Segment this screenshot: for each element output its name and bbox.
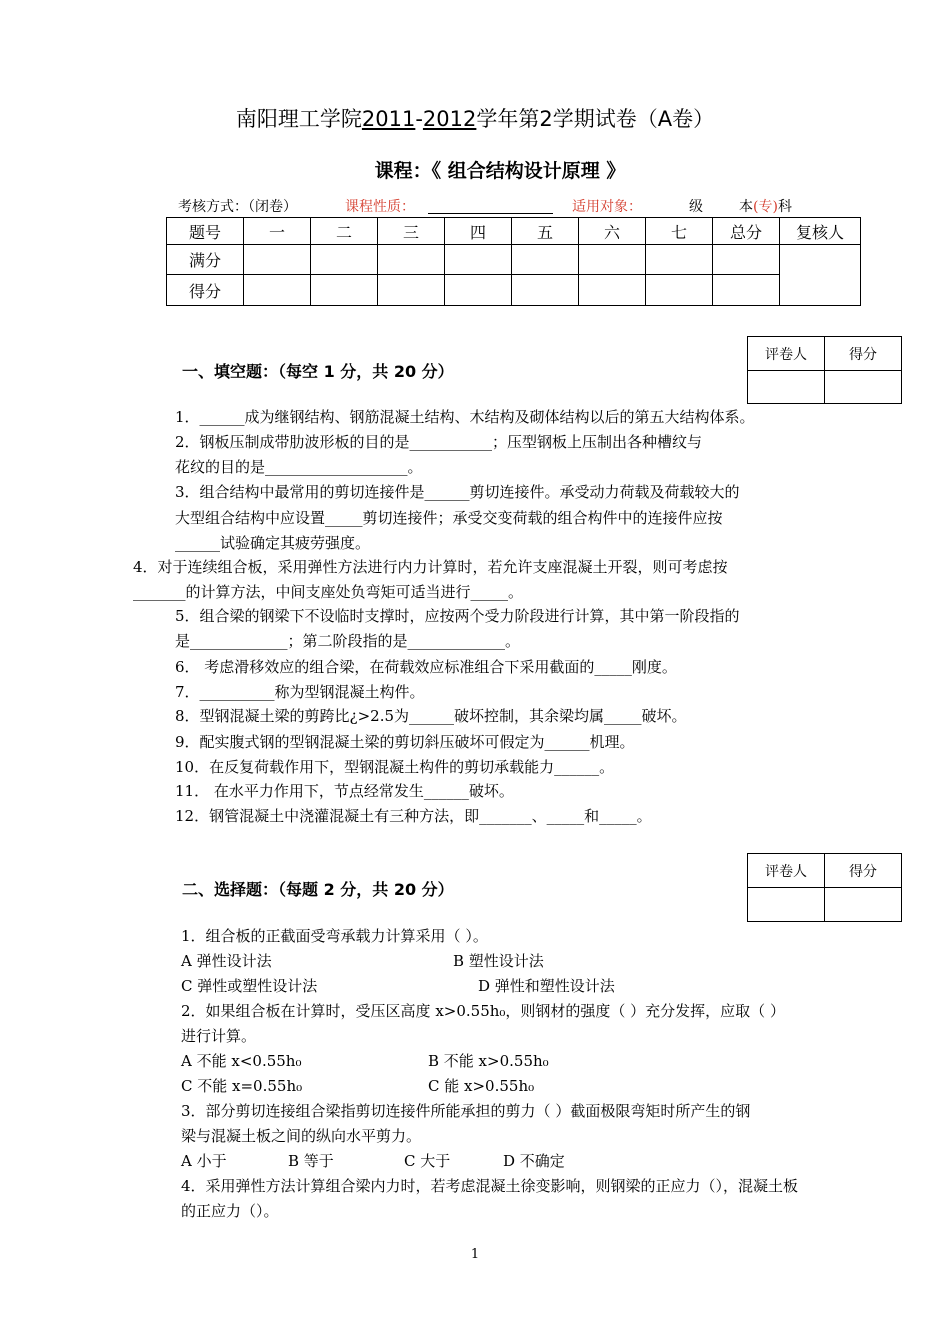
grader-input[interactable] bbox=[748, 888, 825, 922]
score-cell[interactable] bbox=[579, 275, 646, 306]
choice-option[interactable]: C 不能 x=0.55h₀ bbox=[181, 1077, 303, 1095]
fill-line: 8．型钢混凝土梁的剪跨比¿>2.5为______破坏控制，其余梁均属_____破坏。 bbox=[175, 707, 687, 725]
fill-line: 10．在反复荷载作用下，型钢混凝土构件的剪切承载能力______。 bbox=[175, 758, 615, 776]
fill-line: 4．对于连续组合板，采用弹性方法进行内力计算时，若允许支座混凝土开裂，则可考虑按 bbox=[133, 558, 728, 576]
score-label: 得分 bbox=[825, 337, 902, 371]
header-cell: 二 bbox=[311, 218, 378, 245]
choice-option[interactable]: A 不能 x<0.55h₀ bbox=[181, 1052, 302, 1070]
score-table-header-row bbox=[167, 218, 861, 245]
reviewer-cell[interactable] bbox=[780, 245, 861, 306]
choice-option[interactable]: A 小于 bbox=[181, 1152, 227, 1170]
score-input[interactable] bbox=[825, 371, 902, 404]
header-cell: 六 bbox=[579, 218, 646, 245]
score-input[interactable] bbox=[825, 888, 902, 922]
header-cell: 四 bbox=[445, 218, 512, 245]
header-cell: 总分 bbox=[713, 218, 780, 245]
fill-line: 12．钢管混凝土中浇灌混凝土有三种方法，即_______、_____和_____。 bbox=[175, 807, 652, 825]
score-cell[interactable] bbox=[646, 245, 713, 275]
score-cell[interactable] bbox=[244, 275, 311, 306]
grader-label: 评卷人 bbox=[748, 854, 825, 888]
grade-label: 级 bbox=[689, 199, 703, 215]
header-cell: 题号 bbox=[167, 218, 244, 245]
score-cell[interactable] bbox=[244, 245, 311, 275]
fill-line: 3．组合结构中最常用的剪切连接件是______剪切连接件。承受动力荷载及荷载较大的 bbox=[175, 483, 740, 501]
header-cell: 七 bbox=[646, 218, 713, 245]
score-cell[interactable] bbox=[378, 275, 445, 306]
fill-line: 是_____________；第二阶段指的是_____________。 bbox=[175, 632, 521, 650]
page-number: 1 bbox=[470, 1247, 480, 1262]
choice-option[interactable]: B 不能 x>0.55h₀ bbox=[428, 1052, 549, 1070]
score-cell[interactable] bbox=[646, 275, 713, 306]
choice-question: 4．采用弹性方法计算组合梁内力时，若考虑混凝土徐变影响，则钢梁的正应力（），混凝土板 bbox=[181, 1177, 799, 1195]
score-cell[interactable] bbox=[311, 245, 378, 275]
header-cell: 三 bbox=[378, 218, 445, 245]
fill-line: _______的计算方法，中间支座处负弯矩可适当进行_____。 bbox=[133, 583, 524, 601]
choice-question: 1．组合板的正截面受弯承载力计算采用（ ）。 bbox=[181, 927, 488, 945]
score-table bbox=[166, 217, 861, 306]
choice-option[interactable]: A 弹性设计法 bbox=[181, 952, 272, 970]
fill-line: 11． 在水平力作用下，节点经常发生______破坏。 bbox=[175, 782, 514, 800]
row-label: 满分 bbox=[167, 245, 244, 275]
exam-mode: 考核方式：（闭卷） bbox=[178, 199, 297, 215]
row-label: 得分 bbox=[167, 275, 244, 306]
header-cell: 复核人 bbox=[780, 218, 861, 245]
score-cell[interactable] bbox=[445, 275, 512, 306]
fill-line: 2．钢板压制成带肋波形板的目的是___________；压型钢板上压制出各种槽纹与 bbox=[175, 433, 703, 451]
fill-line: ______试验确定其疲劳强度。 bbox=[175, 534, 371, 552]
score-cell[interactable] bbox=[445, 245, 512, 275]
fill-line: 花纹的目的是___________________。 bbox=[175, 458, 423, 476]
choice-question: 的正应力（）。 bbox=[181, 1202, 279, 1220]
score-cell[interactable] bbox=[713, 275, 780, 306]
choice-option[interactable]: D 不确定 bbox=[503, 1152, 565, 1170]
score-cell[interactable] bbox=[378, 245, 445, 275]
choice-question: 进行计算。 bbox=[181, 1027, 257, 1045]
score-cell[interactable] bbox=[713, 245, 780, 275]
choice-option[interactable]: C 弹性或塑性设计法 bbox=[181, 977, 318, 995]
course-title: 课程：《 组合结构设计原理 》 bbox=[374, 160, 626, 182]
choice-option[interactable]: C 能 x>0.55h₀ bbox=[428, 1077, 535, 1095]
choice-option[interactable]: B 塑性设计法 bbox=[453, 952, 544, 970]
grader-input[interactable] bbox=[748, 371, 825, 404]
grader-box-1 bbox=[747, 336, 902, 404]
obtained-score-row bbox=[167, 275, 861, 306]
score-cell[interactable] bbox=[579, 245, 646, 275]
fill-line: 5．组合梁的钢梁下不设临时支撑时，应按两个受力阶段进行计算，其中第一阶段指的 bbox=[175, 607, 740, 625]
choice-question: 2．如果组合板在计算时，受压区高度 x>0.55h₀，则钢材的强度（ ）充分发挥，应取（ ） bbox=[181, 1002, 785, 1020]
grader-label: 评卷人 bbox=[748, 337, 825, 371]
score-label: 得分 bbox=[825, 854, 902, 888]
fill-line: 7．__________称为型钢混凝土构件。 bbox=[175, 683, 425, 701]
header-cell: 五 bbox=[512, 218, 579, 245]
exam-title: 南阳理工学院2011-2012学年第2学期试卷（A卷） bbox=[235, 107, 715, 131]
choice-question: 梁与混凝土板之间的纵向水平剪力。 bbox=[181, 1127, 422, 1145]
program-label: 本(专)科 bbox=[739, 199, 792, 215]
target-label: 适用对象： bbox=[572, 199, 642, 215]
section1-title: 一、填空题：（每空 1 分，共 20 分） bbox=[182, 362, 454, 381]
score-cell[interactable] bbox=[512, 245, 579, 275]
header-cell: 一 bbox=[244, 218, 311, 245]
score-cell[interactable] bbox=[311, 275, 378, 306]
fill-line: 6． 考虑滑移效应的组合梁，在荷载效应标准组合下采用截面的_____刚度。 bbox=[175, 658, 677, 676]
course-nature-blank[interactable] bbox=[428, 199, 553, 214]
fill-line: 1．______成为继钢结构、钢筋混凝土结构、木结构及砌体结构以后的第五大结构体系。 bbox=[175, 408, 755, 426]
choice-option[interactable]: B 等于 bbox=[288, 1152, 334, 1170]
fill-line: 9．配实腹式钢的型钢混凝土梁的剪切斜压破坏可假定为______机理。 bbox=[175, 733, 635, 751]
course-nature-label: 课程性质： bbox=[345, 199, 415, 215]
choice-option[interactable]: D 弹性和塑性设计法 bbox=[478, 977, 615, 995]
section2-title: 二、选择题：（每题 2 分，共 20 分） bbox=[182, 880, 454, 899]
choice-option[interactable]: C 大于 bbox=[404, 1152, 451, 1170]
choice-question: 3．部分剪切连接组合梁指剪切连接件所能承担的剪力（ ）截面极限弯矩时所产生的钢 bbox=[181, 1102, 751, 1120]
grader-box-2 bbox=[747, 853, 902, 922]
score-cell[interactable] bbox=[512, 275, 579, 306]
full-score-row bbox=[167, 245, 861, 275]
fill-line: 大型组合结构中应设置_____剪切连接件；承受交变荷载的组合构件中的连接件应按 bbox=[175, 509, 723, 527]
